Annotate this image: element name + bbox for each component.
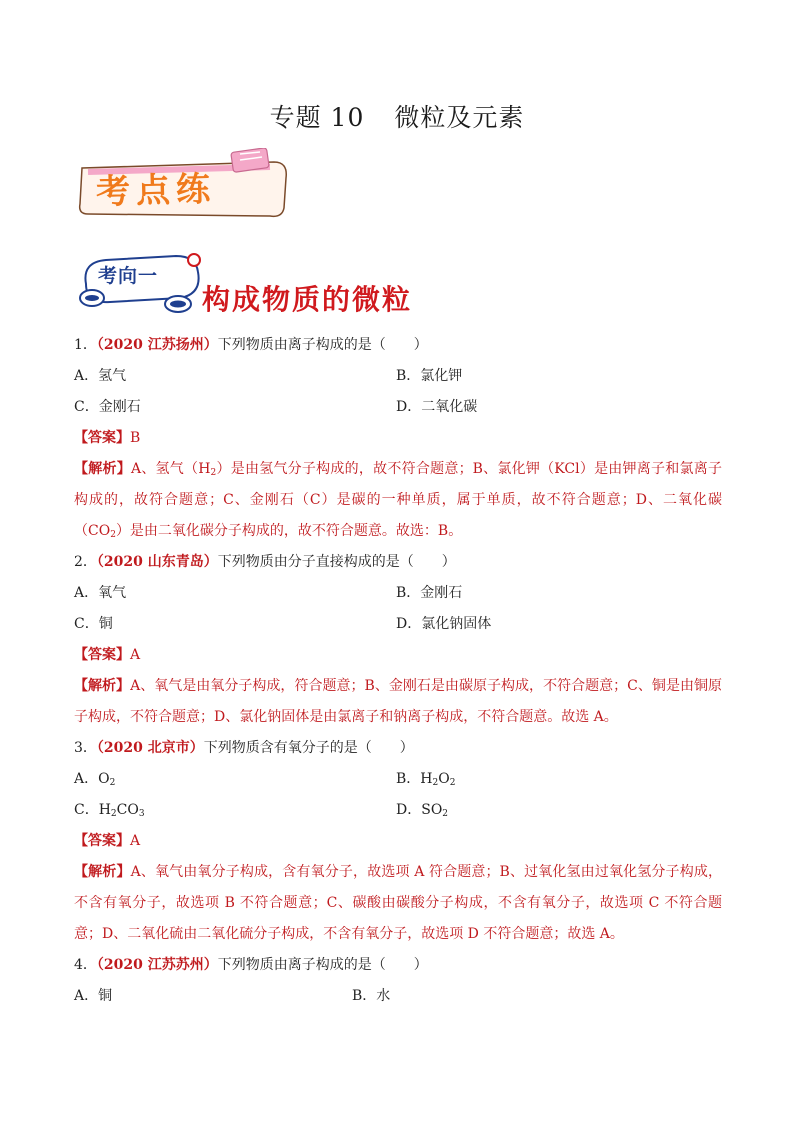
q4-source: （2020 江苏苏州） xyxy=(96,957,218,973)
q3-option-c: C．$H_2CO_3$ xyxy=(74,802,145,819)
q1-option-a: A．氢气 xyxy=(74,368,127,384)
q1-analysis: 【解析】A、氢气$(H_2)$是由氢气分子构成的，故不符合题意；B、氯化钾（KCl）是由钾离子和氯离子构成的，故符合题意；C、金刚石（C）是碳的一种单质，属于单质，故不符合题意；D、二氧化碳$(CO_2)$是由二氧化碳分子构成的，故不符合题意。故选：B。 xyxy=(74,461,722,540)
q1-source: （2020 江苏扬州） xyxy=(96,337,218,353)
q4-options-ab xyxy=(74,981,722,1012)
q3-option-a: A．$O_2$ xyxy=(74,771,116,788)
banner-label: 考点练 xyxy=(95,169,217,213)
title-topic-name: 微粒及元素 xyxy=(394,103,525,132)
q3-options-cd xyxy=(74,795,722,826)
q1-options-ab xyxy=(74,361,722,392)
q2-option-d: D．氯化钠固体 xyxy=(396,616,492,632)
section-title: 构成物质的微粒 xyxy=(202,283,413,316)
q4-option-b: B．水 xyxy=(352,988,391,1004)
q1-stem: 1．（2020 江苏扬州）下列物质由离子构成的是（ ） xyxy=(74,337,428,353)
q3-option-d: D．$SO_2$ xyxy=(396,802,449,819)
q2-options-ab xyxy=(74,578,722,609)
q3-stem: 3．（2020 北京市）下列物质含有氧分子的是（ ） xyxy=(74,740,414,756)
section-tag xyxy=(76,250,206,316)
q2-options-cd xyxy=(74,609,722,640)
tag-label: 考向一 xyxy=(98,265,159,287)
q2-stem: 2．（2020 山东青岛）下列物质由分子直接构成的是（ ） xyxy=(74,554,456,570)
q3-option-b: B．$H_2O_2$ xyxy=(396,771,456,788)
question-list xyxy=(74,330,722,1012)
q2-answer: 【答案】A xyxy=(74,647,141,663)
q4-option-a: A．铜 xyxy=(74,988,113,1004)
q3-source: （2020 北京市） xyxy=(96,740,204,756)
q2-analysis: 【解析】A、氧气是由氧分子构成，符合题意；B、金刚石是由碳原子构成，不符合题意；C、铜是由铜原子构成，不符合题意；D、氯化钠固体是由氯离子和钠离子构成，不符合题意。故选 A。 xyxy=(74,678,723,725)
q4-stem: 4．（2020 江苏苏州）下列物质由离子构成的是（ ） xyxy=(74,957,428,973)
q3-answer: 【答案】A xyxy=(74,833,141,849)
q1-option-b: B．氯化钾 xyxy=(396,368,463,384)
q2-option-c: C．铜 xyxy=(74,616,113,632)
q1-answer: 【答案】B xyxy=(74,430,141,446)
q1-options-cd xyxy=(74,392,722,423)
q2-option-a: A．氧气 xyxy=(74,585,127,601)
q3-analysis: 【解析】A、氧气由氧分子构成，含有氧分子，故选项 A 符合题意；B、过氧化氢由过氧化氢分子构成，不含有氧分子，故选项 B 不符合题意；C、碳酸由碳酸分子构成，不含有氧分子，故选项 C 不符合题意；D、二氧化硫由二氧化硫分子构成，不含有氧分子，故选项 D 不符合题意；故选 A。 xyxy=(74,864,722,942)
page-title xyxy=(0,98,794,134)
q2-source: （2020 山东青岛） xyxy=(96,554,218,570)
kaodian-banner xyxy=(74,148,292,220)
q1-option-d: D．二氧化碳 xyxy=(396,399,478,415)
title-topic-number: 专题 10 xyxy=(269,103,365,132)
q1-option-c: C．金刚石 xyxy=(74,399,141,415)
q2-option-b: B．金刚石 xyxy=(396,585,463,601)
q3-options-ab xyxy=(74,764,722,795)
